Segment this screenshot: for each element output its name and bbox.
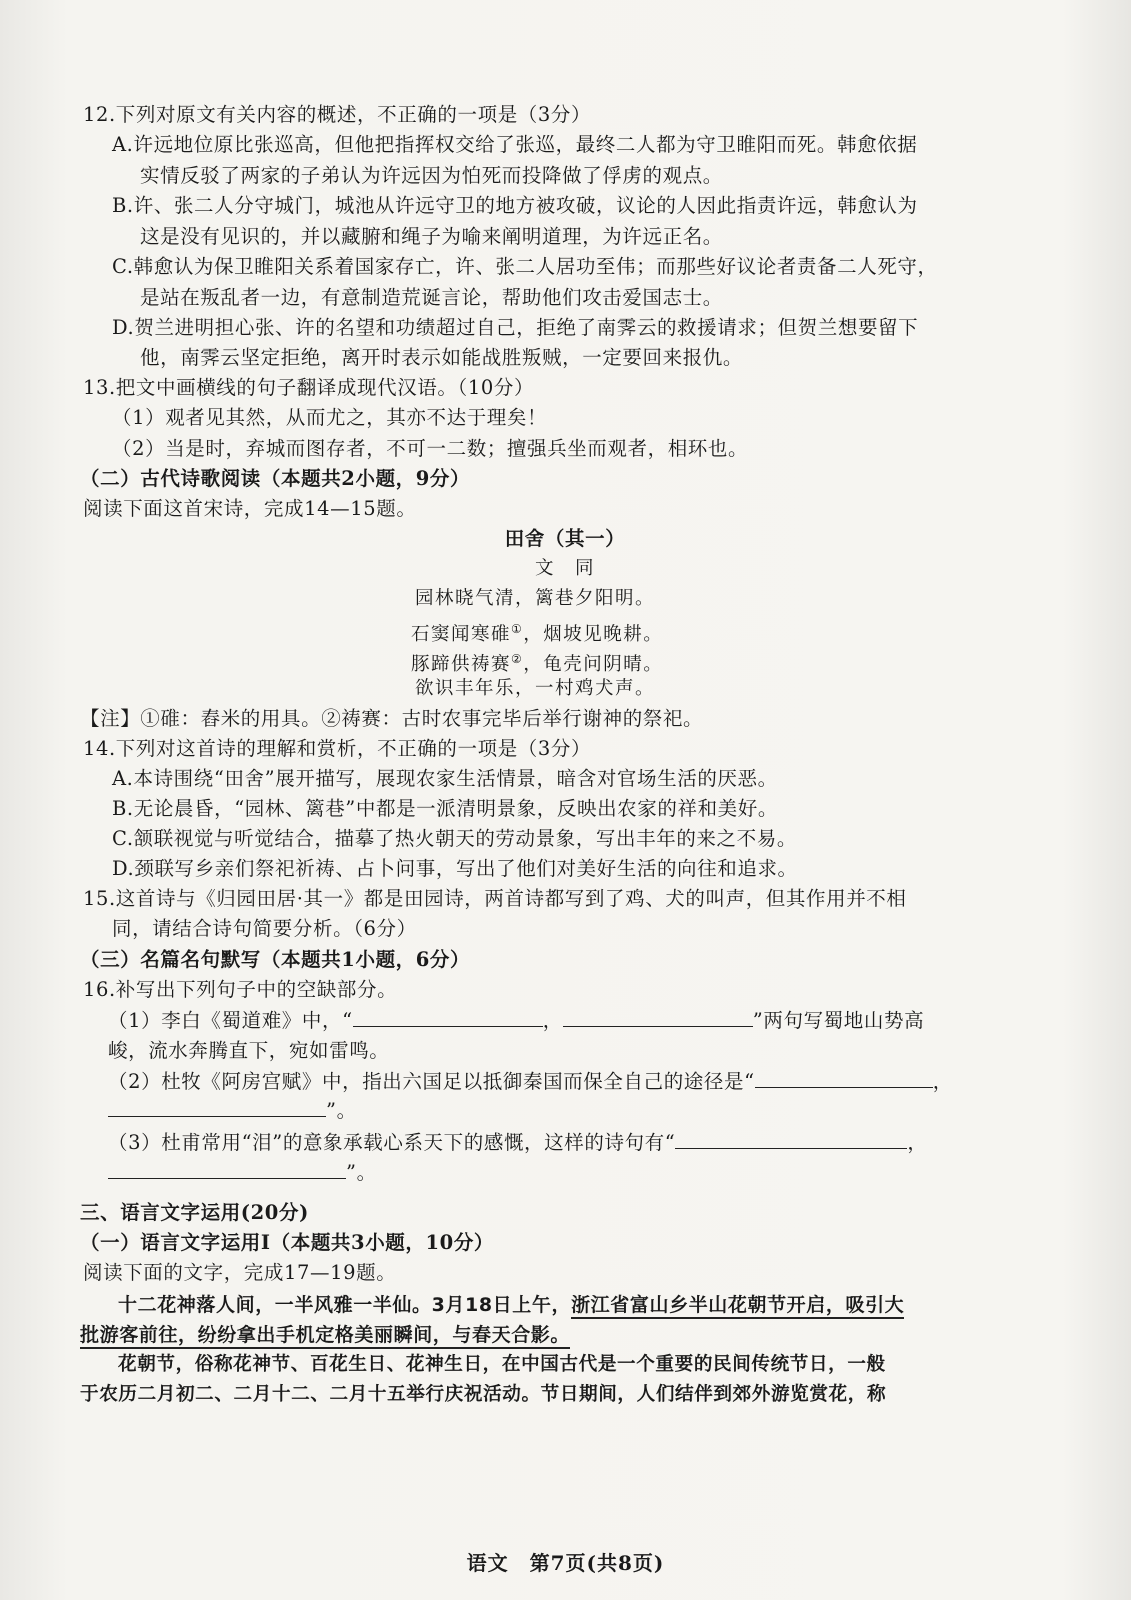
page-footer: 语文 第7页(共8页) [466,1551,665,1575]
poem-note: 【注】①碓：舂米的用具。②祷赛：古时农事完毕后举行谢神的祭祀。 [80,707,704,730]
q12-option-d-line1: D.贺兰进明担心张、许的名望和功绩超过自己，拒绝了南霁云的救援请求；但贺兰想要留下 [112,316,919,339]
q15-line-2: 同，请结合诗句简要分析。（6分） [112,917,417,940]
q14-stem: 14.下列对这首诗的理解和赏析，不正确的一项是（3分） [83,737,592,760]
q16-stem: 16.补写出下列句子中的空缺部分。 [83,978,398,1001]
fill-blank[interactable] [755,1069,933,1088]
poem-author: 文 同 [534,558,595,579]
bleed-through-text [790,465,804,485]
poem-line-2: 石窦闻寒碓①，烟坡见晚耕。 [411,622,664,646]
footnote-marker-1: ① [511,622,524,636]
q13-sentence-2: （2）当是时，弃城而图存者，不可一二数；擅强兵坐而观者，相环也。 [112,437,749,460]
q12-option-a-line2: 实情反驳了两家的子弟认为许远因为怕死而投降做了俘虏的观点。 [140,164,723,187]
fill-blank[interactable] [353,1008,543,1027]
q16-item-2: （2）杜牧《阿房宫赋》中，指出六国足以抵御秦国而保全自己的途径是“ ， [108,1070,953,1093]
passage-paragraph-1-line-1: 十二花神落人间，一半风雅一半仙。3月18日上午，浙江省富山乡半山花朝节开启，吸引大 [118,1292,904,1318]
poem-title: 田舍（其一） [504,527,626,550]
poem-line-1: 园林晓气清，篱巷夕阳明。 [415,588,656,609]
q13-sentence-1: （1）观者见其然，从而尤之，其亦不达于理矣！ [112,406,548,429]
q16-item-1: （1）李白《蜀道难》中，“ ， ”两句写蜀地山势高 [108,1009,925,1032]
passage-paragraph-2-line-2: 于农历二月初二、二月十二、二月十五举行庆祝活动。节日期间，人们结伴到郊外游览赏花，称 [80,1384,887,1405]
q16-item-2-line2: ”。 [108,1098,357,1124]
q16-item-3: （3）杜甫常用“泪”的意象承载心系天下的感慨，这样的诗句有“ ， [108,1131,928,1154]
q12-option-b-line2: 这是没有见识的，并以藏腑和绳子为喻来阐明道理，为许远正名。 [140,225,723,248]
section-poetry-intro: 阅读下面这首宋诗，完成14—15题。 [83,497,417,520]
q12-option-a-line1: A.许远地位原比张巡高，但他把指挥权交给了张巡，最终二人都为守卫睢阳而死。韩愈依据 [112,133,918,156]
q14-option-d: D.颈联写乡亲们祭祀祈祷、占卜问事，写出了他们对美好生活的向往和追求。 [112,857,798,880]
q12-stem: 12.下列对原文有关内容的概述，不正确的一项是（3分） [83,103,592,126]
fill-blank[interactable] [108,1160,346,1179]
fill-blank[interactable] [675,1130,907,1149]
q16-item-3-line2: ”。 [108,1160,377,1186]
section-recite-heading: （三）名篇名句默写（本题共1小题，6分） [80,948,471,971]
q12-option-c-line2: 是站在叛乱者一边，有意制造荒诞言论，帮助他们攻击爱国志士。 [140,286,723,309]
q13-stem: 13.把文中画横线的句子翻译成现代汉语。（10分） [83,376,535,399]
q12-option-c-line1: C.韩愈认为保卫睢阳关系着国家存亡，许、张二人居功至伟；而那些好议论者责备二人死守， [112,255,938,278]
section-poetry-heading: （二）古代诗歌阅读（本题共2小题，9分） [80,467,471,490]
poem-line-4: 欲识丰年乐，一村鸡犬声。 [415,678,656,699]
q15-line-1: 15.这首诗与《归园田居·其一》都是田园诗，两首诗都写到了鸡、犬的叫声，但其作用并不相 [83,887,907,910]
section-3-sub-heading: （一）语言文字运用Ⅰ（本题共3小题，10分） [80,1231,495,1254]
underlined-sentence-continued: 批游客前往，纷纷拿出手机定格美丽瞬间，与春天合影。 [80,1324,570,1349]
section-3-intro: 阅读下面的文字，完成17—19题。 [83,1261,397,1284]
passage-paragraph-2-line-1: 花朝节，俗称花神节、百花生日、花神生日，在中国古代是一个重要的民间传统节日，一般 [118,1354,886,1375]
q14-option-c: C.颔联视觉与听觉结合，描摹了热火朝天的劳动景象，写出丰年的来之不易。 [112,827,797,850]
fill-blank[interactable] [108,1098,326,1117]
q14-option-a: A.本诗围绕“田舍”展开描写，展现农家生活情景，暗含对官场生活的厌恶。 [112,767,778,790]
poem-line-3: 豚蹄供祷赛②，龟壳问阴晴。 [411,652,664,676]
section-3-heading: 三、语言文字运用(20分) [80,1201,309,1224]
footnote-marker-2: ② [511,652,524,666]
q12-option-b-line1: B.许、张二人分守城门，城池从许远守卫的地方被攻破，议论的人因此指责许远，韩愈认为 [112,194,918,217]
q16-item-1-line2: 峻，流水奔腾直下，宛如雷鸣。 [108,1039,390,1062]
fill-blank[interactable] [563,1008,753,1027]
passage-paragraph-1-line-2 [80,1322,570,1348]
q12-option-d-line2: 他，南霁云坚定拒绝，离开时表示如能战胜叛贼，一定要回来报仇。 [140,346,744,369]
q14-option-b: B.无论晨昏，“园林、篱巷”中都是一派清明景象，反映出农家的祥和美好。 [112,797,778,820]
underlined-sentence: 浙江省富山乡半山花朝节开启，吸引大 [571,1294,904,1319]
